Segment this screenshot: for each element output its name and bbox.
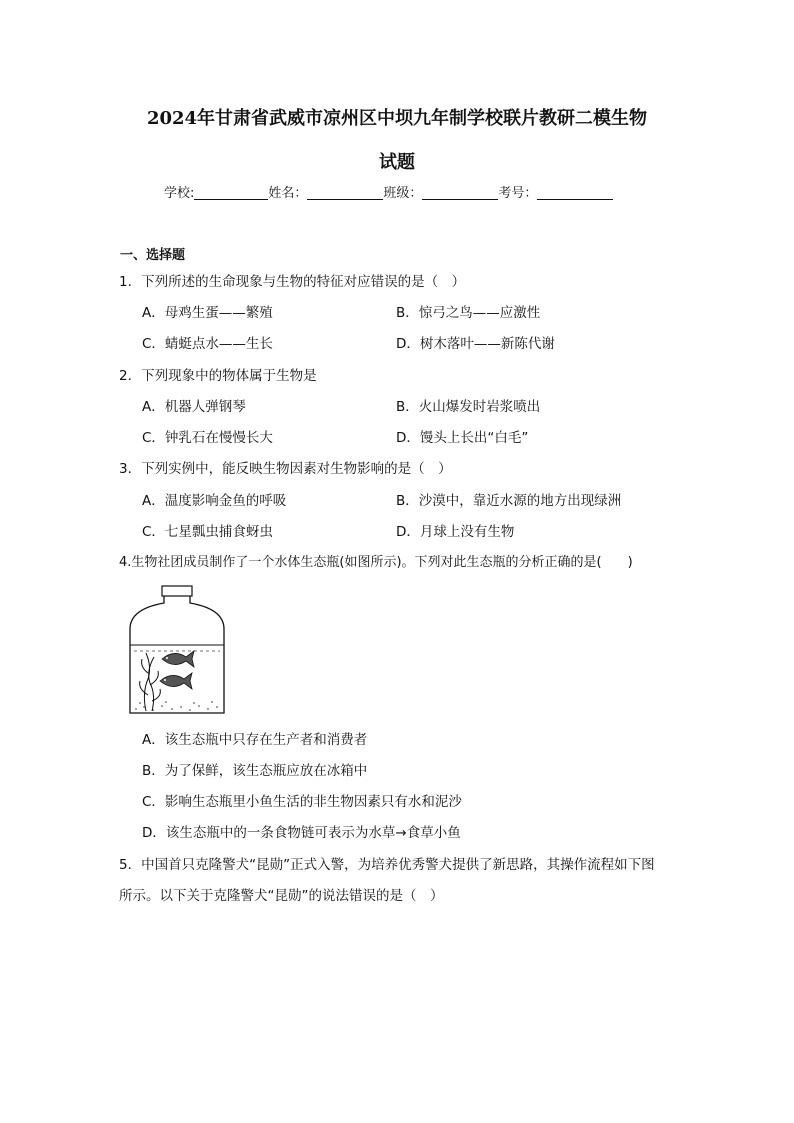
water-weed — [140, 653, 161, 711]
school-label: 学校: — [164, 186, 195, 201]
question-2-stem: 2．下列现象中的物体属于生物是 — [119, 368, 317, 384]
question-1-option-d: D．树木落叶——新陈代谢 — [396, 336, 555, 352]
question-2-option-d: D．馒头上长出“白毛” — [396, 430, 529, 446]
sand-bottom — [135, 701, 218, 711]
class-label: 班级： — [383, 186, 423, 201]
question-1-stem: 1．下列所述的生命现象与生物的特征对应错误的是（ ） — [119, 274, 466, 290]
question-5-stem-line2: 所示。以下关于克隆警犬“昆勋”的说法错误的是（ ） — [119, 888, 444, 904]
fish-upper — [162, 651, 194, 667]
question-1-option-c: C．蜻蜓点水——生长 — [142, 336, 273, 352]
question-3-option-b: B．沙漠中，靠近水源的地方出现绿洲 — [396, 493, 622, 509]
question-3-option-a: A．温度影响金鱼的呼吸 — [142, 493, 287, 509]
question-2-option-b: B．火山爆发时岩浆喷出 — [396, 399, 541, 415]
name-label: 姓名： — [268, 186, 308, 201]
question-2-option-a: A．机器人弹钢琴 — [142, 399, 246, 415]
question-5-stem-line1: 5．中国首只克隆警犬“昆勋”正式入警，为培养优秀警犬提供了新思路，其操作流程如下图 — [119, 857, 655, 873]
question-4-option-d: D．该生态瓶中的一条食物链可表示为水草→食草小鱼 — [142, 825, 461, 841]
question-4-option-b: B．为了保鲜，该生态瓶应放在冰箱中 — [142, 763, 368, 779]
page-title-line2: 试题 — [379, 152, 415, 173]
exam-no-label: 考号： — [498, 186, 538, 201]
question-3-stem: 3．下列实例中，能反映生物因素对生物影响的是（ ） — [119, 461, 452, 477]
school-blank[interactable] — [194, 185, 268, 200]
ecosystem-jar-figure — [126, 585, 226, 717]
question-2-option-c: C．钟乳石在慢慢长大 — [142, 430, 273, 446]
question-4-stem: 4.生物社团成员制作了一个水体生态瓶(如图所示)。下列对此生态瓶的分析正确的是( ) — [119, 555, 633, 570]
question-1-option-b: B．惊弓之鸟——应激性 — [396, 305, 541, 321]
student-info-row — [164, 182, 613, 201]
exam-no-blank[interactable] — [537, 185, 613, 200]
fish-lower — [160, 673, 192, 689]
question-3-option-c: C．七星瓢虫捕食蚜虫 — [142, 524, 273, 540]
question-1-option-a: A．母鸡生蛋——繁殖 — [142, 305, 273, 321]
question-4-option-a: A．该生态瓶中只存在生产者和消费者 — [142, 732, 368, 748]
jar-lid — [162, 586, 192, 596]
section-heading: 一、选择题 — [120, 248, 186, 263]
question-4-option-c: C．影响生态瓶里小鱼生活的非生物因素只有水和泥沙 — [142, 794, 462, 810]
name-blank[interactable] — [307, 185, 383, 200]
class-blank[interactable] — [422, 185, 498, 200]
page-title-line1: 2024年甘肃省武威市凉州区中坝九年制学校联片教研二模生物 — [146, 108, 648, 129]
question-3-option-d: D．月球上没有生物 — [396, 524, 515, 540]
